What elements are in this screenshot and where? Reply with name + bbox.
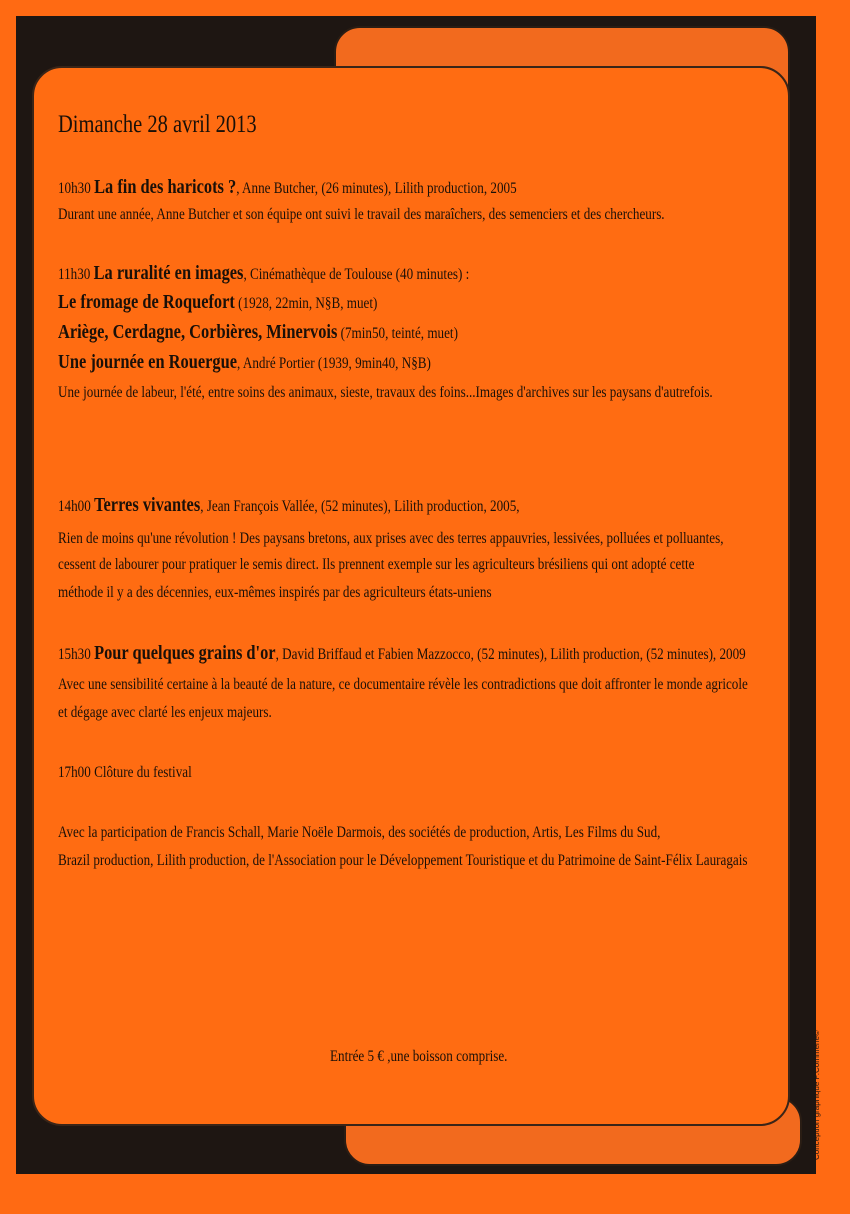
session-1-desc: Durant une année, Anne Butcher et son équipe ont suivi le travail des maraîchers, des semenciers et des chercheurs. <box>58 206 665 223</box>
session-4-desc-1: Avec une sensibilité certaine à la beauté de la nature, ce documentaire révèle les contradictions que doit affronter le monde agricole <box>58 676 748 693</box>
session-4-details: , David Briffaud et Fabien Mazzocco, (52 minutes), Lilith production, (52 minutes), 2009 <box>275 646 746 663</box>
closing-line: 17h00 Clôture du festival <box>58 764 192 781</box>
participation-line-2: Brazil production, Lilith production, de l'Association pour le Développement Touristique et du Patrimoine de Saint-Félix Lauragais <box>58 852 748 869</box>
session-3-desc-1: Rien de moins qu'une révolution ! Des paysans bretons, aux prises avec des terres appauvries, lessivées, polluées et polluantes, <box>58 530 724 547</box>
film-1 <box>58 288 377 318</box>
session-2-header <box>58 260 469 288</box>
session-3-desc-3: méthode il y a des décennies, eux-mêmes inspirés par des agriculteurs états-uniens <box>58 584 492 601</box>
session-2-time: 11h30 <box>58 266 91 283</box>
film-3 <box>58 348 431 378</box>
film-3-title: Une journée en Rouergue <box>58 351 238 373</box>
session-2-desc: Une journée de labeur, l'été, entre soins des animaux, sieste, travaux des foins...Images d'archives sur les paysans d'autrefois. <box>58 384 713 401</box>
film-2 <box>58 318 458 348</box>
session-2-title: La ruralité en images <box>93 262 244 284</box>
film-2-title: Ariège, Cerdagne, Corbières, Minervois <box>58 321 338 343</box>
session-1-title: La fin des haricots ? <box>94 176 237 198</box>
session-1-header <box>58 174 517 202</box>
session-3-details: , Jean François Vallée, (52 minutes), Lilith production, 2005, <box>200 498 520 515</box>
film-1-title: Le fromage de Roquefort <box>58 291 235 313</box>
session-4-time: 15h30 <box>58 646 91 663</box>
session-3-time: 14h00 <box>58 498 91 515</box>
film-3-details: , André Portier (1939, 9min40, N§B) <box>237 355 431 372</box>
session-1-details: , Anne Butcher, (26 minutes), Lilith production, 2005 <box>236 180 517 197</box>
session-4-desc-2: et dégage avec clarté les enjeux majeurs. <box>58 704 272 721</box>
participation-line-1: Avec la participation de Francis Schall, Marie Noële Darmois, des sociétés de production, Artis, Les Films du Sud, <box>58 824 661 841</box>
design-credit: Conception graphique P.Commène© <box>812 1030 821 1160</box>
session-4-title: Pour quelques grains d'or <box>94 642 276 664</box>
session-3-title: Terres vivantes <box>94 494 201 516</box>
film-2-details: (7min50, teinté, muet) <box>337 325 458 342</box>
date-title: Dimanche 28 avril 2013 <box>58 111 257 138</box>
session-1-time: 10h30 <box>58 180 91 197</box>
film-1-details: (1928, 22min, N§B, muet) <box>234 295 378 312</box>
session-2-details: , Cinémathèque de Toulouse (40 minutes) : <box>243 266 470 283</box>
session-3-desc-2: cessent de labourer pour pratiquer le semis direct. Ils prennent exemple sur les agriculteurs brésiliens qui ont adopté cette <box>58 556 695 573</box>
session-3-header <box>58 492 520 520</box>
entry-price: Entrée 5 € ,une boisson comprise. <box>330 1048 508 1065</box>
session-4-header <box>58 640 746 668</box>
